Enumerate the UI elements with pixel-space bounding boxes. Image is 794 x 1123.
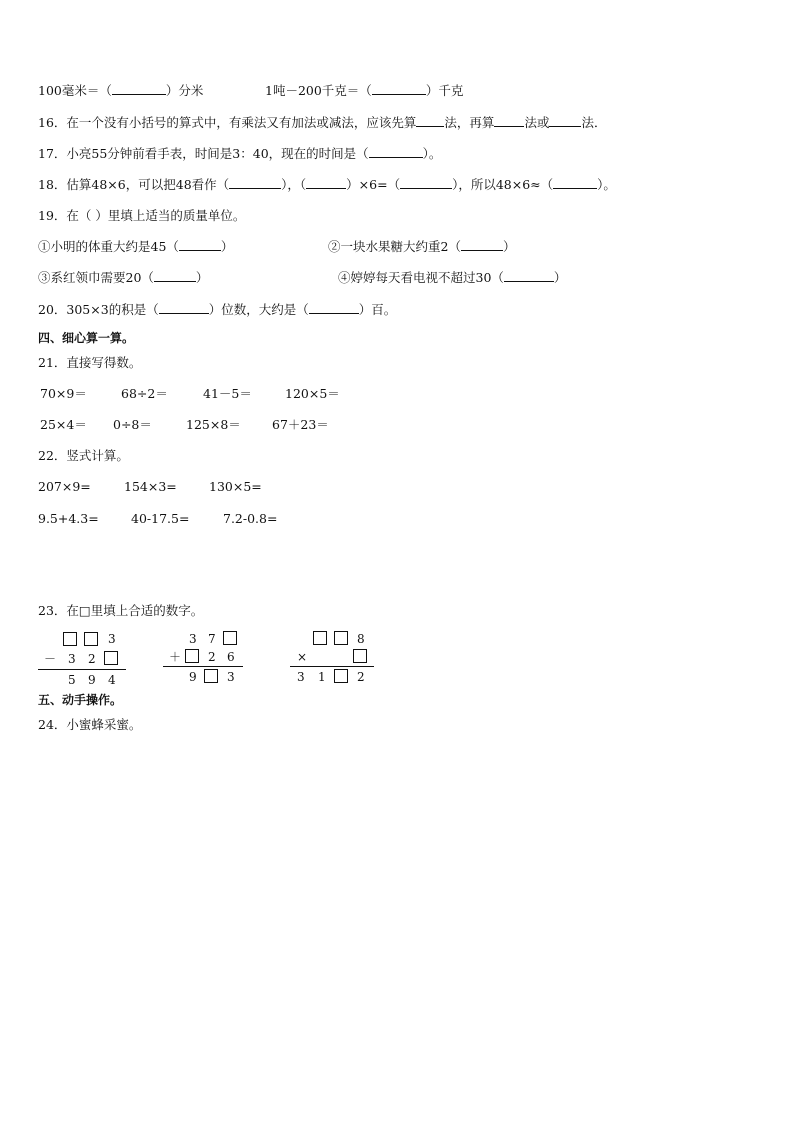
q22-expr: 40-17.5=	[131, 511, 190, 526]
sum-line	[163, 666, 243, 667]
question-21-stem: 21．直接写得数。	[38, 355, 142, 370]
digit: 9	[189, 670, 197, 684]
digit: 5	[68, 673, 76, 687]
q15b-a-text: 100毫米＝（	[38, 83, 112, 98]
question-17	[38, 145, 441, 163]
answer-blank[interactable]	[461, 238, 503, 251]
q22-expr: 130×5=	[209, 479, 262, 494]
q22-expr: 207×9=	[38, 479, 91, 494]
q20-close: ）百。	[358, 302, 397, 317]
digit-box[interactable]	[204, 669, 218, 683]
q21-expr: 25×4＝	[40, 417, 87, 432]
q16-text-2: 法，再算	[444, 115, 495, 130]
digit: 2	[208, 650, 216, 664]
q19-item-1-text: ①小明的体重大约是45（	[38, 239, 179, 254]
product-line	[290, 666, 374, 667]
q19-item-4-text: ④婷婷每天看电视不超过30（	[338, 270, 504, 285]
q22-expr: 154×3=	[124, 479, 177, 494]
q15b-b-text: 1吨－200千克＝（	[265, 83, 372, 98]
digit: 2	[88, 652, 96, 666]
question-19-stem: 19．在（ ）里填上适当的质量单位。	[38, 208, 246, 223]
digit: 3	[108, 632, 116, 646]
q19-item-4-close: ）	[553, 270, 567, 285]
answer-blank[interactable]	[154, 269, 196, 282]
q18-text-2: ），（	[281, 177, 307, 192]
answer-blank[interactable]	[494, 114, 524, 127]
answer-blank[interactable]	[549, 114, 581, 127]
q16-text-3: 法或	[524, 115, 550, 130]
q21-expr: 41－5＝	[203, 386, 252, 401]
operator: ×	[297, 650, 308, 664]
section-5-heading: 五、动手操作。	[38, 693, 123, 707]
question-22-stem: 22．竖式计算。	[38, 448, 129, 463]
question-20	[38, 301, 396, 319]
digit: 3	[68, 652, 76, 666]
q21-expr: 125×8＝	[186, 417, 241, 432]
sum-line	[38, 669, 126, 670]
q19-item-4	[338, 269, 566, 287]
answer-blank[interactable]	[159, 301, 209, 314]
operator: ＋	[169, 650, 182, 664]
q19-item-1-close: ）	[220, 239, 234, 254]
digit-box[interactable]	[334, 631, 348, 645]
operator: －	[44, 652, 57, 666]
q21-expr: 70×9＝	[40, 386, 87, 401]
q15b-a	[38, 82, 203, 100]
digit: 4	[108, 673, 116, 687]
q19-item-3-text: ③系红领巾需要20（	[38, 270, 154, 285]
answer-blank[interactable]	[372, 82, 426, 95]
q16-text: 16．在一个没有小括号的算式中，有乘法又有加法或减法，应该先算	[38, 115, 417, 130]
digit: 6	[227, 650, 235, 664]
answer-blank[interactable]	[309, 301, 359, 314]
digit-box[interactable]	[353, 649, 367, 663]
answer-blank[interactable]	[112, 82, 166, 95]
answer-blank[interactable]	[400, 176, 452, 189]
answer-blank[interactable]	[416, 114, 444, 127]
digit: 3	[227, 670, 235, 684]
digit: 1	[318, 670, 326, 684]
digit: 3	[297, 670, 305, 684]
digit: 8	[357, 632, 365, 646]
q19-item-2-close: ）	[502, 239, 516, 254]
q20-text: 20．305×3的积是（	[38, 302, 159, 317]
digit-box[interactable]	[334, 669, 348, 683]
q17-close: ）。	[422, 146, 442, 161]
q21-expr: 0÷8＝	[113, 417, 152, 432]
question-24: 24．小蜜蜂采蜜。	[38, 717, 142, 732]
digit: 9	[88, 673, 96, 687]
q17-text: 17．小亮55分钟前看手表，时间是3：40，现在的时间是（	[38, 146, 369, 161]
q18-text-4: ），所以48×6≈（	[452, 177, 554, 192]
q21-expr: 68÷2＝	[121, 386, 168, 401]
q18-text: 18．估算48×6，可以把48看作（	[38, 177, 230, 192]
q19-item-2-text: ②一块水果糖大约重2（	[328, 239, 461, 254]
digit: 2	[357, 670, 365, 684]
digit: 3	[189, 632, 197, 646]
q15b-b	[265, 82, 463, 100]
answer-blank[interactable]	[179, 238, 221, 251]
digit-box[interactable]	[313, 631, 327, 645]
digit-box[interactable]	[104, 651, 118, 665]
q22-expr: 7.2-0.8=	[223, 511, 278, 526]
q19-item-2	[328, 238, 515, 256]
answer-blank[interactable]	[229, 176, 281, 189]
q15b-a-unit: ）分米	[165, 83, 204, 98]
answer-blank[interactable]	[306, 176, 346, 189]
q21-expr: 67＋23＝	[272, 417, 329, 432]
answer-blank[interactable]	[553, 176, 597, 189]
q21-expr: 120×5＝	[285, 386, 340, 401]
digit-box[interactable]	[84, 632, 98, 646]
q19-item-1	[38, 238, 233, 256]
digit-box[interactable]	[63, 632, 77, 646]
q20-text-2: ）位数，大约是（	[208, 302, 309, 317]
q18-text-3: ）×6=（	[346, 177, 401, 192]
q16-text-4: 法．	[581, 115, 607, 130]
digit-box[interactable]	[223, 631, 237, 645]
q15b-b-unit: ）千克	[425, 83, 464, 98]
answer-blank[interactable]	[504, 269, 554, 282]
digit: 7	[208, 632, 216, 646]
question-18	[38, 176, 616, 194]
q19-item-3-close: ）	[195, 270, 209, 285]
question-16	[38, 114, 606, 132]
answer-blank[interactable]	[369, 145, 423, 158]
question-23-stem: 23．在□里填上合适的数字。	[38, 603, 204, 618]
q19-item-3	[38, 269, 208, 287]
q22-expr: 9.5+4.3=	[38, 511, 99, 526]
digit-box[interactable]	[185, 649, 199, 663]
q18-close: ）。	[597, 177, 616, 192]
section-4-heading: 四、细心算一算。	[38, 331, 135, 345]
